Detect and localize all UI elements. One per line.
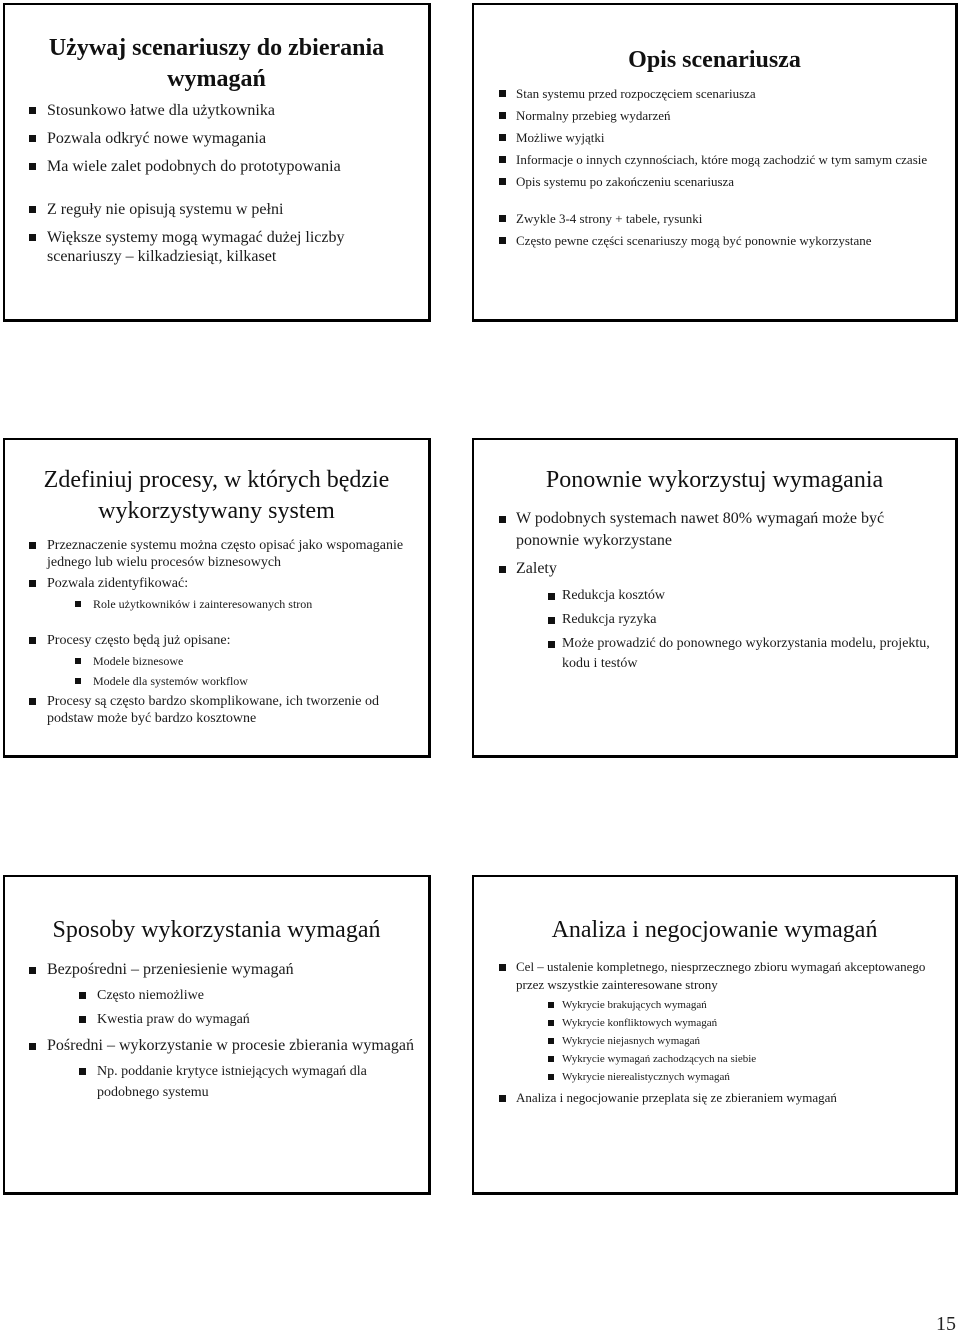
sub-list-item: Kwestia praw do wymagań <box>65 1009 418 1030</box>
list-item-text: Zalety <box>516 560 557 577</box>
list-item: Stosunkowo łatwe dla użytkownika <box>15 101 418 120</box>
slide-3 <box>3 438 431 758</box>
list-item-text: Cel – ustalenie kompletnego, niesprzecznego zbioru wymagań akceptowanego przez wszystkie zainteresowane strony <box>516 959 926 992</box>
bullet-list <box>484 85 945 249</box>
list-item-text: Bezpośredni – przeniesienie wymagań <box>47 961 294 978</box>
sub-list-item: Redukcja kosztów <box>530 586 945 606</box>
list-item: Normalny przebieg wydarzeń <box>484 107 945 124</box>
list-item <box>484 558 945 674</box>
list-item <box>484 958 945 1085</box>
slide-5 <box>3 875 431 1195</box>
list-item: Większe systemy mogą wymagać dużej liczby scenariuszy – kilkadziesiąt, kilkaset <box>15 228 418 266</box>
list-item: Stan systemu przed rozpoczęciem scenariusza <box>484 85 945 102</box>
list-item-text: W podobnych systemach nawet 80% wymagań może być ponownie wykorzystane <box>516 510 885 549</box>
list-item-text: Pozwala zidentyfikować: <box>47 576 189 591</box>
list-item-text: Analiza i negocjowanie przeplata się ze zbieraniem wymagań <box>516 1090 837 1105</box>
slide-title: Zdefiniuj procesy, w których będzie wykorzystywany system <box>43 467 390 524</box>
sub-list <box>47 1061 418 1103</box>
slide-title: Używaj scenariuszy do zbierania wymagań <box>48 35 385 92</box>
sub-list <box>47 596 418 612</box>
bullet-list <box>15 101 418 266</box>
slide-6 <box>472 875 958 1195</box>
slide-2 <box>472 3 958 322</box>
bullet-list <box>484 508 945 674</box>
sub-list-item: Wykrycie konfliktowych wymagań <box>534 1016 945 1031</box>
list-item <box>15 632 418 689</box>
sub-list-item: Modele biznesowe <box>65 653 418 669</box>
list-item: Często pewne części scenariuszy mogą być ponownie wykorzystane <box>484 232 945 249</box>
sub-list-item: Role użytkowników i zainteresowanych stron <box>65 596 418 612</box>
list-item <box>15 575 418 612</box>
sub-list-item: Może prowadzić do ponownego wykorzystania modelu, projektu, kodu i testów <box>530 634 945 674</box>
bullet-list <box>15 958 418 1103</box>
list-item <box>15 958 418 1030</box>
slide-1 <box>3 3 431 322</box>
list-item <box>484 508 945 552</box>
list-item: Opis systemu po zakończeniu scenariusza <box>484 173 945 190</box>
list-item <box>15 693 418 727</box>
list-item <box>15 537 418 571</box>
sub-list-item: Wykrycie nierealistycznych wymagań <box>534 1070 945 1085</box>
sub-list-item: Redukcja ryzyka <box>530 610 945 630</box>
sub-list-item: Często niemożliwe <box>65 985 418 1006</box>
slide-title: Opis scenariusza <box>628 47 801 73</box>
page-number: 15 <box>936 1313 956 1335</box>
list-item <box>15 1034 418 1103</box>
list-item: Możliwe wyjątki <box>484 129 945 146</box>
list-item-text: Procesy często będą już opisane: <box>47 633 231 648</box>
sub-list <box>516 586 945 674</box>
list-item-text: Pośredni – wykorzystanie w procesie zbierania wymagań <box>47 1037 414 1054</box>
list-item: Z reguły nie opisują systemu w pełni <box>15 200 418 219</box>
list-item <box>484 1089 945 1107</box>
sub-list-item: Modele dla systemów workflow <box>65 673 418 689</box>
slide-title: Analiza i negocjowanie wymagań <box>551 917 878 943</box>
list-item-text: Procesy są często bardzo skomplikowane, ich tworzenie od podstaw może być bardzo kosztowne <box>47 694 380 726</box>
sub-list-item: Np. poddanie krytyce istniejących wymagań dla podobnego systemu <box>65 1061 418 1103</box>
bullet-list <box>484 958 945 1107</box>
sub-list <box>47 985 418 1030</box>
sub-list-item: Wykrycie niejasnych wymagań <box>534 1034 945 1049</box>
list-item-text: Przeznaczenie systemu można często opisać jako wspomaganie jednego lub wielu procesów biznesowych <box>47 538 404 570</box>
list-item: Pozwala odkryć nowe wymagania <box>15 129 418 148</box>
slide-title: Sposoby wykorzystania wymagań <box>52 917 381 943</box>
bullet-list <box>15 537 418 727</box>
slide-4 <box>472 438 958 758</box>
sub-list <box>516 998 945 1085</box>
sub-list <box>47 653 418 689</box>
sub-list-item: Wykrycie brakujących wymagań <box>534 998 945 1013</box>
list-item: Informacje o innych czynnościach, które mogą zachodzić w tym samym czasie <box>484 151 945 168</box>
sub-list-item: Wykrycie wymagań zachodzących na siebie <box>534 1052 945 1067</box>
slide-title: Ponownie wykorzystuj wymagania <box>545 467 884 493</box>
list-item: Ma wiele zalet podobnych do prototypowania <box>15 157 418 176</box>
list-item: Zwykle 3-4 strony + tabele, rysunki <box>484 210 945 227</box>
